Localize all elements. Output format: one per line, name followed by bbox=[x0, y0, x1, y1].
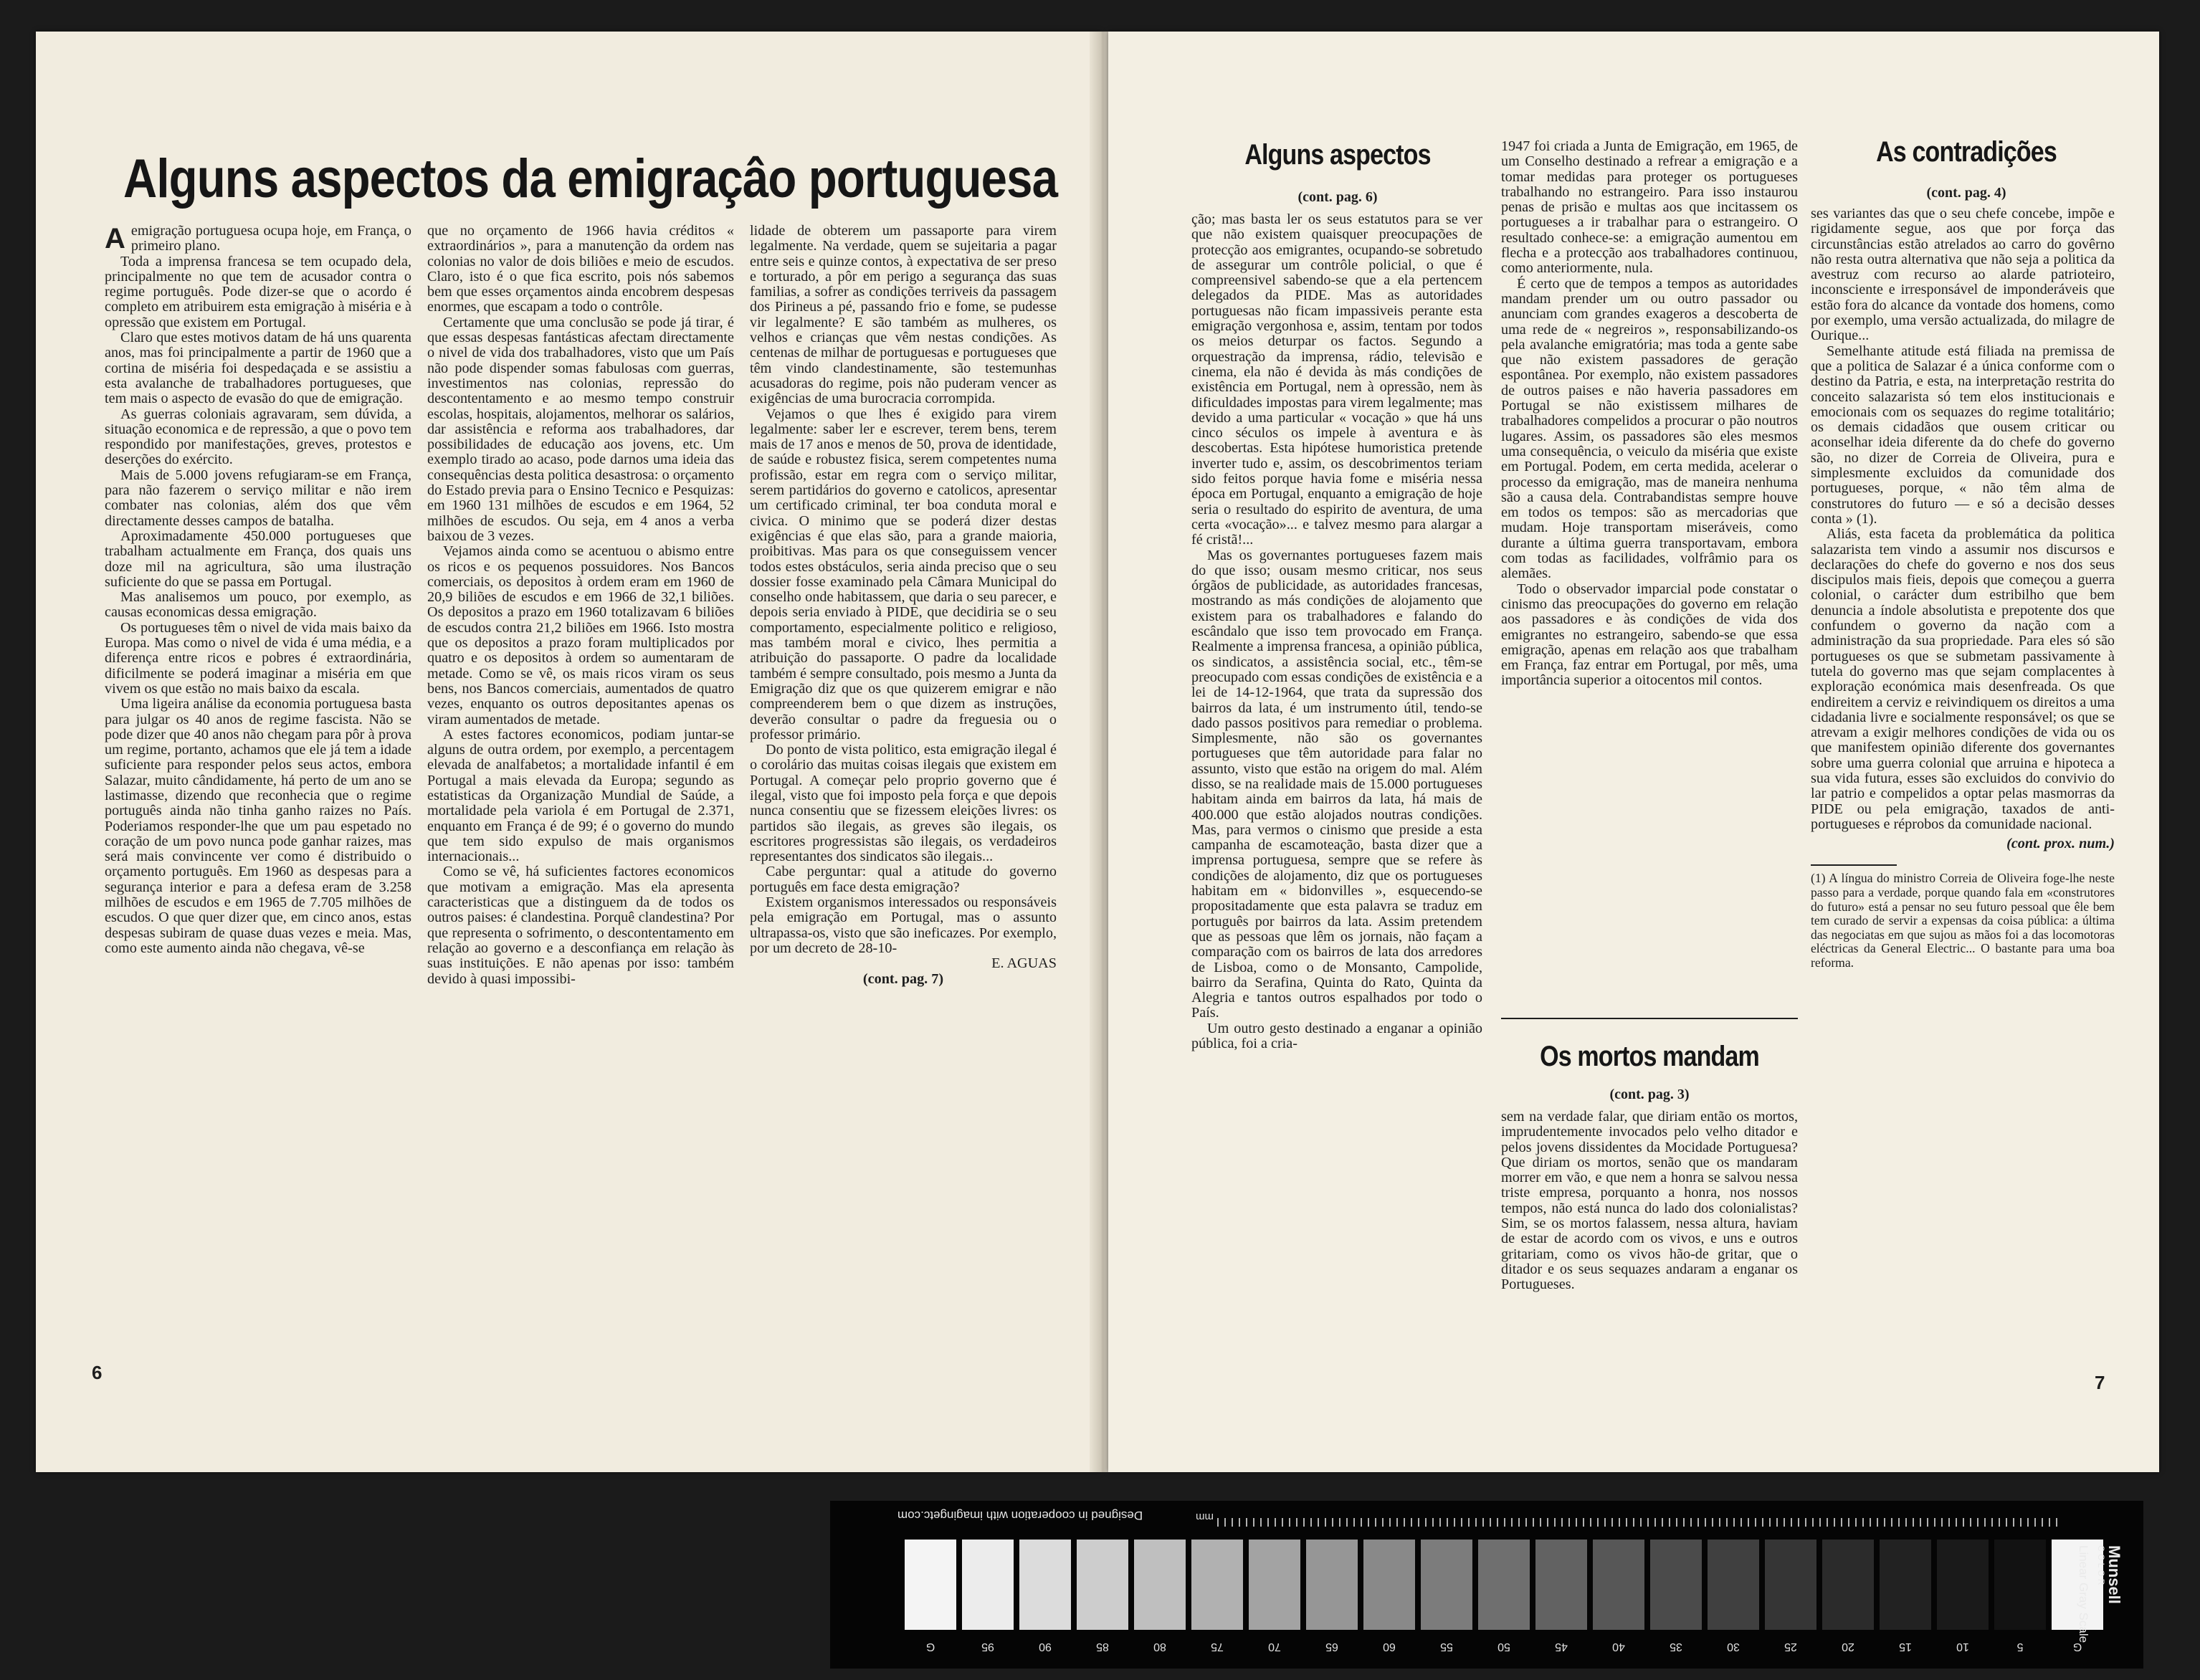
paragraph: Todo o observador imparcial pode constatar o cinismo das preocupações do governo em relação aos passadores e às condições de vida dos emigrantes no estrangeiro, sabendo-se que essa emigração, apenas em relação aos que trabalham em França, faz entrar em Portugal, por mês, uma importância superior a oitocentos mil contos. bbox=[1501, 581, 1798, 689]
gray-patch bbox=[1880, 1540, 1931, 1630]
right-col1-paragraphs bbox=[1191, 212, 1482, 1051]
ruler-ticks bbox=[1217, 1518, 2063, 1527]
gray-patch bbox=[1765, 1540, 1816, 1630]
paragraph: Como se vê, há suficientes factores economicos que motivam a emigração. Mas ela apresenta caracteristicas que a distinguem da de todos os outros paises: é clandestina. Porquê clandestina? Por que representa o sofrimento, o descontentamento em relação ao governo e a desconfiança em relação às suas instituições. E não apenas por isso: também devido à quasi impossibi- bbox=[427, 864, 734, 987]
gray-patch-labels bbox=[905, 1640, 2103, 1653]
card-credit: Designed in cooperation with imagingetc.com bbox=[897, 1509, 1143, 1522]
gray-patch-label: 5 bbox=[2016, 1641, 2024, 1653]
gray-patch bbox=[1650, 1540, 1702, 1630]
paragraph: ção; mas basta ler os seus estatutos para se ver que não existem quaisquer preocupações de protecção aos emigrantes, ocupando-se sobretudo de assegurar um contrôle policial, o que é compreensivel sabendo-se que a ela pertencem delegados da PIDE. Mas as autoridades portuguesas não ficam impassiveis perante esta emigração vergonhosa e, assim, tentam por todos os meios deturpar os factos. Segundo a orquestração da imprensa, rádio, televisão e cinema, ela não é devida às más condições de existência em Portugal, nem à opressão, nem às dificuldades impostas para virem legalmente; mas devido a uma particular « vocação » que há uns cinco séculos os impele à aventura e às descobertas. Esta hipótese humoristica pretende inverter tudo e, assim, os descobrimentos teriam sido feitos porque havia fome e miséria nessa época em Portugal, enquanto a emigração de hoje seria o resultado do espirito de aventura, de uma certa «vocação»... e talvez mesmo para alargar a fé cristã!... bbox=[1191, 211, 1482, 548]
footnote: (1) A língua do ministro Correia de Oliveira foge-lhe neste passo para a verdade, porque quando fala em «construtores do futuro» está a pensar no seu futuro pessoal que êle bem tem curado de servir a expensas da coisa pública: a última das negociatas em que sujou as mãos foi a das locomotoras eléctricas da General Electric... O bastante para uma boa reforma. bbox=[1811, 871, 2115, 970]
gray-patch-label: 10 bbox=[1956, 1641, 1969, 1653]
section1-cont: (cont. pag. 6) bbox=[1297, 189, 1378, 205]
gray-patch bbox=[1478, 1540, 1530, 1630]
paragraph: Mas os governantes portugueses fazem mais do que isso; ousam mesmo criticar, nos seus órgãos de publicidade, as autoridades francesas, mostrando as más condições de alojamento que existem para os trabalhadores e falando do escândalo que isso tem provocado em França. Realmente a imprensa francesa, a opinião pública, os sindicatos, a assistência social, etc., têm-se preocupado com essas condições de existência e a lei de 14-12-1964, que trata da supressão dos bairros da lata, é um instrumento útil, tendo-se dado passos positivos para remediar o problema. Simplesmente, não são os governantes portugueses que têm autoridade para falar no assunto, visto que estão na origem do mal. Além disso, se na realidade mais de 15.000 portugueses habitam ainda em bairros da lata, há mais de 400.000 que estão alojados noutras condições. Mas, para vermos o cinismo que preside a esta campanha de escamoteação, basta dizer que a imprensa portuguesa, sempre que se refere às condições de alojamento, diz que os portugueses habitam em « bidonvilles », esquecendo-se propositadamente que esta palavra se traduz em português por bairros da lata. Assim pretendem que as pessoas que lêm os jornais, não façam a comparação com os bairros de lata dos arredores de Lisboa, como o de Monsanto, Campolide, bairro da Serafina, Quinta do Rato, Quinta da Alegria e tantos outros espalhados por todo o País. bbox=[1191, 547, 1482, 1021]
section-title-as-contradicoes: As contradições bbox=[1876, 136, 2057, 168]
gray-patch-label: 30 bbox=[1727, 1641, 1740, 1653]
paragraph: que no orçamento de 1966 havia créditos « extraordinários », para a manutenção da ordem nas colonias no valor de dois biliões e meio de escudos. Claro, isto é o que fica escrito, pois nós sabemos bem que esses orçamentos ainda encobrem despesas enormes, que escapam a todo o contrôle. bbox=[427, 223, 734, 315]
right-column-3 bbox=[1811, 206, 2115, 970]
section3-cont: (cont. pag. 4) bbox=[1926, 185, 2006, 201]
section2-cont: (cont. pag. 3) bbox=[1609, 1087, 1690, 1102]
gray-patch-label: 45 bbox=[1555, 1641, 1568, 1653]
gray-patch bbox=[1708, 1540, 1759, 1630]
left-column-1 bbox=[105, 224, 411, 956]
left-column-2 bbox=[427, 224, 734, 987]
gray-patch bbox=[1535, 1540, 1587, 1630]
left-col1-paragraphs bbox=[105, 224, 411, 956]
paragraph: Vejamos o que lhes é exigido para virem legalmente: saber ler e escrever, terem bens, terem mais de 17 anos e menos de 50, prova de identidade, de saúde e robustez fisica, serem competentes numa profissão, estar em regra com o serviço militar, serem partidários do governo e catolicos, apresentar um certificado criminal, ter boa conduta moral e civica. O minimo que se poderá dizer destas exigências é que elas são, para a grande maioria, proibitivas. Mas para os que conseguissem vencer todos estes obstáculos, seria ainda preciso que o seu dossier fosse examinado pela Câmara Municipal do conselho onde habitassem, que daria o seu parecer, e depois seria enviado à PIDE, que decidiria se o seu comportamento, especialmente politico e religioso, mas também moral e civico, lhes permitia a atribuição do passaporte. O padre da localidade também é sempre consultado, pois mesmo a Junta da Emigração diz que os que quizerem emigrar e não compreenderem bem o que dizem as instruções, deverão consultar o padre da freguesia ou o professor primário. bbox=[750, 406, 1057, 743]
gray-patch-label: 60 bbox=[1383, 1641, 1396, 1653]
paragraph: Do ponto de vista politico, esta emigração ilegal é o corolário das muitas coisas ilegais que existem em Portugal. A começar pelo proprio governo que é ilegal, visto que foi imposto pela força e que depois nunca consentiu que se fizessem eleições livres: os partidos são ilegais, as greves são ilegais, os escritores progressistas são ilegais, os verdadeiros representantes dos sindicatos são ilegais... bbox=[750, 742, 1057, 865]
gray-patch-label: 35 bbox=[1670, 1641, 1682, 1653]
gray-patch bbox=[962, 1540, 1014, 1630]
paragraph: Claro que estes motivos datam de há uns quarenta anos, mas foi principalmente a partir de 1960 que a cortina de miséria foi despedaçada e se assistiu a esta avalanche de trabalhadores portugueses, que tem mais o aspecto de evasão do que de emigração. bbox=[105, 330, 411, 407]
gray-scale-card bbox=[830, 1501, 2143, 1669]
article-title: Alguns aspectos da emigraçâo portuguesa bbox=[123, 148, 1058, 209]
gray-patch-label: 85 bbox=[1096, 1641, 1109, 1653]
ruler-unit: mm bbox=[1196, 1511, 1214, 1523]
paragraph: Semelhante atitude está filiada na premissa de que a politica de Salazar é a única conforme com o destino da Patria, e esta, na interpretação restrita do conceito salazarista só tem elos institucionais e emocionais com os sequazes do regime totalitário; os demais cidadãos que ousem criticar ou aconselhar ideia diferente da do chefe do governo são, no dizer de Correia de Oliveira, pura e simplesmente excluidos da comunidade dos portugueses, porque, « não têm alma de construtores do futuro — e só a decisão desses conta » (1). bbox=[1811, 343, 2115, 527]
paragraph: Vejamos ainda como se acentuou o abismo entre os ricos e os pequenos possuidores. Nos Bancos comerciais, os depositos à ordem eram em 1960 de 20,9 biliões de escudos e em 1966 de 32,1 biliões. Os depositos a prazo em 1960 totalizavam 6 biliões de escudos contra 21,2 biliões em 1966. Isto mostra que os depositos a prazo foram multiplicados por quatro e os depositos à ordem so aumentaram de metade. Como se vê, os mais ricos viram os seus bens, nos Bancos comerciais, aumentados de quatro vezes, enquanto os outros depositantes apenas os viram aumentados de metade. bbox=[427, 543, 734, 727]
left-page bbox=[36, 32, 1101, 1472]
gray-patch-label: 65 bbox=[1325, 1641, 1338, 1653]
right-column-2 bbox=[1501, 139, 1798, 689]
paragraph: sem na verdade falar, que diriam então os mortos, imprudentemente invocados pelo velho ditador e pelos jovens dissidentes da Mocidade Portuguesa? Que diriam os mortos, senão que os mandaram morrer em vão, e que nem a honra se salvou nessa triste empresa, porquanto a honra, nos nossos tempos, não está nunca do lado dos colonialistas? Sim, se os mortos falassem, nessa altura, haviam de estar de acordo com os vivos, e uns e outros gritariam, como os vivos hão-de gritar, que o ditador e os seus sequazes andaram a enganar os Portugueses. bbox=[1501, 1109, 1798, 1293]
gray-patch-label: 15 bbox=[1899, 1641, 1912, 1653]
paragraph: Certamente que uma conclusão se pode já tirar, é que essas despesas fantásticas afectam directamente o nivel de vida dos trabalhadores, visto que um País não pode dispender somas fabulosas com guerras, investimentos nas colonias, repressão do descontentamento e ao mesmo tempo construir escolas, hospitais, alojamentos, melhorar os salários, dar assistência e reforma aos trabalhadores, dar possibilidades de educação aos jovens, etc. Um exemplo tirado ao acaso, pode darnos uma ideia das consequências desta politica desastrosa: o orçamento do Estado previa para o Ensino Tecnico e Pesquizas: em 1960 131 milhões de escudos e em 1964, 52 milhões de escudos. Ou seja, em 4 anos a verba baixou de 3 vezes. bbox=[427, 314, 734, 544]
page-number-right: 7 bbox=[2095, 1372, 2105, 1393]
continued-note: (cont. pag. 7) bbox=[862, 970, 944, 987]
right-page bbox=[1108, 32, 2159, 1472]
gray-patch-label: G bbox=[925, 1641, 935, 1653]
gray-patch-label: 90 bbox=[1039, 1641, 1052, 1653]
paragraph: 1947 foi criada a Junta de Emigração, em 1965, de um Conselho destinado a refrear a emigração e a tomar medidas para proteger os portugueses trabalhando no estrangeiro. Para isso instaurou penas de prisão e multas aos que incitassem os portugueses a ir trabalhar para o estrangeiro. O resultado conhece-se: a emigração aumentou em flecha e a protecção aos trabalhadores continuou, como anteriormente, nula. bbox=[1501, 138, 1798, 277]
paragraph: Aproximadamente 450.000 portugueses que trabalham actualmente em França, dos quais uns doze mil na agricultura, são uma ilustração suficiente do que se passa em Portugal. bbox=[105, 528, 411, 590]
paragraph: As guerras coloniais agravaram, sem dúvida, a situação economica e de repressão, a que o povo tem respondido por manifestações, greves, protestos e deserções do exército. bbox=[105, 406, 411, 468]
gray-patch-label: 75 bbox=[1211, 1641, 1224, 1653]
gray-patch-label: 80 bbox=[1153, 1641, 1166, 1653]
paragraph: É certo que de tempos a tempos as autoridades mandam prender um ou outro passador ou anunciam com grandes exageros a descoberta de uma rede de « negreiros », responsabilizando-os pela avalanche emigratória; mas toda a gente sabe que não existem passadores de geração espontânea. Por exemplo, não existem passadores de outros paises e não haveria passadores em Portugal se não existissem milhares de trabalhadores compelidos a procurar o pão noutros lugares. Assim, os passadores são eles mesmos uma consequência, o veiculo da miséria que existe em Portugal. Podem, em certa medida, acelerar o processo da emigração, mas de maneira nenhuma são a causa dela. Contrabandistas sempre houve em todos os tempos: são as mercadorias que mudam. Hoje transportam miseráveis, como durante a última guerra transportavam, embora com todas as facilidades, volfrâmio para os alemães. bbox=[1501, 275, 1798, 582]
continued-next-issue: (cont. prox. num.) bbox=[2006, 836, 2115, 852]
gray-patch bbox=[1134, 1540, 1186, 1630]
paragraph: A estes factores economicos, podiam juntar-se alguns de outra ordem, por exemplo, a percentagem elevada de analfabetos; a mortalidade infantil é em Portugal a mais elevada da Europa; segundo as estatisticas da Organização Mundial de Saúde, a mortalidade pela variola é em Portugal de 2.371, enquanto em França é de 99; é o governo do mundo que tem sido expulso de mais organismos internacionais... bbox=[427, 726, 734, 865]
paragraph: Os portugueses têm o nivel de vida mais baixo da Europa. Mas como o nivel de vida é uma média, e a diferença entre ricos e pobres é extraordinária, dificilmente se poderá imaginar a miséria em que vivem os que estão no mais baixo da escala. bbox=[105, 619, 411, 697]
left-col3-paragraphs bbox=[750, 224, 1057, 956]
left-col2-paragraphs bbox=[427, 224, 734, 987]
gray-patch-label: 55 bbox=[1440, 1641, 1453, 1653]
paragraph: Uma ligeira análise da economia portuguesa basta para julgar os 40 anos de regime fascista. Não se pode dizer que 40 anos não chegam para pôr à prova um regime, portanto, achamos que ele já tem a idade suficiente para responder pelos seus actos, embora Salazar, muito cândidamente, há perto de um ano se lastimasse, dizendo que reconhecia que o regime português ainda não tinha ganho raizes no País. Poderiamos responder-lhe que um pau espetado no coração de um povo nunca pode ganhar raizes, mas será mais convincente ver como é distribuido o orçamento português. Em 1960 as despesas para a segurança interior e para a defesa eram de 3.258 milhões de escudos e em 1965 de 7.705 milhões de escudos. O que quer dizer que, em cinco anos, estas despesas subiram de quase duas vezes e meia. Mas, como este aumento ainda não chegava, vê-se bbox=[105, 696, 411, 956]
page-number-left: 6 bbox=[92, 1362, 103, 1383]
right-col2-lower-paragraphs bbox=[1501, 1109, 1798, 1293]
gray-patch bbox=[1593, 1540, 1644, 1630]
gray-patch-label: 25 bbox=[1784, 1641, 1797, 1653]
section-title-alguns-aspectos: Alguns aspectos bbox=[1244, 139, 1431, 171]
footnote-rule bbox=[1811, 864, 1897, 866]
card-header bbox=[830, 1501, 2143, 1534]
gray-patch-label: 95 bbox=[981, 1641, 994, 1653]
gray-patch bbox=[1019, 1540, 1071, 1630]
gray-patch bbox=[1191, 1540, 1243, 1630]
gray-patch bbox=[1077, 1540, 1128, 1630]
paragraph: ses variantes das que o seu chefe concebe, impõe e rigidamente segue, aos que por força das circunstâncias estão atrelados ao carro do govêrno não resta outra alternativa que não seja a politica da avestruz com recurso ao alarde patrioteiro, inconsciente e irresponsável de imponderáveis que estão fora do alcance da vontade dos homens, como por exemplo, uma versão actualizada, do milagre de Ourique... bbox=[1811, 206, 2115, 344]
munsell-product: Linear Gray Scale bbox=[2077, 1545, 2090, 1643]
gray-patch bbox=[1421, 1540, 1472, 1630]
right-col3-paragraphs bbox=[1811, 206, 2115, 832]
right-column-1 bbox=[1191, 212, 1482, 1051]
right-col2-paragraphs bbox=[1501, 139, 1798, 689]
gray-patch bbox=[1249, 1540, 1300, 1630]
left-column-3 bbox=[750, 224, 1057, 987]
paragraph: Toda a imprensa francesa se tem ocupado dela, principalmente no que tem de acusador contra o regime português. Pode dizer-se que o acordo é completo em atribuirem esta emigração à miséria e à opressão que existem em Portugal. bbox=[105, 253, 411, 330]
munsell-branding bbox=[2077, 1540, 2135, 1654]
gray-patch bbox=[905, 1540, 956, 1630]
gray-patch-label: G bbox=[2072, 1641, 2082, 1653]
gray-patch bbox=[1363, 1540, 1415, 1630]
gray-patch-label: 70 bbox=[1268, 1641, 1281, 1653]
gray-patch bbox=[1822, 1540, 1874, 1630]
munsell-brand-sub: C O L O R bbox=[2096, 1545, 2106, 1585]
section-title-os-mortos-mandam: Os mortos mandam bbox=[1540, 1041, 1759, 1072]
section-rule-top bbox=[1501, 1018, 1798, 1019]
gray-patch-label: 20 bbox=[1842, 1641, 1854, 1653]
munsell-brand: Munsell bbox=[2105, 1545, 2123, 1604]
gray-patch bbox=[1937, 1540, 1989, 1630]
paragraph: Aemigração portuguesa ocupa hoje, em França, o primeiro plano. bbox=[105, 223, 411, 254]
gray-patches bbox=[905, 1540, 2103, 1630]
paragraph: Um outro gesto destinado a enganar a opinião pública, foi a cria- bbox=[1191, 1020, 1482, 1052]
gray-patch bbox=[1306, 1540, 1358, 1630]
right-column-2-lower bbox=[1501, 1109, 1798, 1293]
paragraph: Cabe perguntar: qual a atitude do governo português em face desta emigração? bbox=[750, 864, 1057, 895]
paragraph: lidade de obterem um passaporte para virem legalmente. Na verdade, quem se sujeitaria a pagar entre seis e quinze contos, à expectativa de ser preso e torturado, a pôr em perigo a segurança das suas familias, a sofrer as condições terriveis da passagem dos Pirineus a pé, passando frio e fome, se pudesse vir legalmente? E são também as mulheres, os velhos e crianças que vêm nestas condições. As centenas de milhar de portuguesas e portugueses que têm vindo clandestinamente, são testemunhas acusadoras do regime, pois não puderam vencer as exigências de uma burocracia corrompida. bbox=[750, 223, 1057, 407]
author-signature: E. AGUAS bbox=[991, 955, 1057, 972]
gray-patch-label: 50 bbox=[1497, 1641, 1510, 1653]
paragraph: Mais de 5.000 jovens refugiaram-se em França, para não fazerem o serviço militar e não irem combater nas colonias, além dos que vêm directamente desses campos de batalha. bbox=[105, 467, 411, 529]
paragraph: Aliás, esta faceta da problemática da politica salazarista tem vindo a assumir nos discursos e declarações do chefe do governo e nos dos seus discipulos mais fieis, depois que começou a guerra colonial, o carácter dum estribilho que bem denuncia a índole absolutista e prepotente dos que confundem o governo da nação com a administração da sua propriedade. Para eles só são portugueses os que se submetam passivamente à tutela do governo mas que sejam complacentes à exploração económica mais desenfreada. Os que endireitem a cerviz e reivindiquem os direitos a uma cidadania livre e socialmente responsável; os que se atrevam a exigir melhores condições de vida ou os que manifestem opinião diferente dos governantes sobre uma guerra colonial que arruina e hipoteca a sua vida futura, esses são excluidos do convivio do lar patrio e compelidos a optar pelas masmorras da PIDE ou pela emigração, taxados de anti-portugueses e réprobos da comunidade nacional. bbox=[1811, 526, 2115, 832]
paragraph: Existem organismos interessados ou responsáveis pela emigração em Portugal, mas o assunto ultrapassa-os, visto que são ineficazes. Por exemplo, por um decreto de 28-10- bbox=[750, 894, 1057, 956]
paragraph: Mas analisemos um pouco, por exemplo, as causas economicas dessa emigração. bbox=[105, 589, 411, 621]
gray-patch bbox=[1994, 1540, 2046, 1630]
gray-patch-label: 40 bbox=[1612, 1641, 1625, 1653]
